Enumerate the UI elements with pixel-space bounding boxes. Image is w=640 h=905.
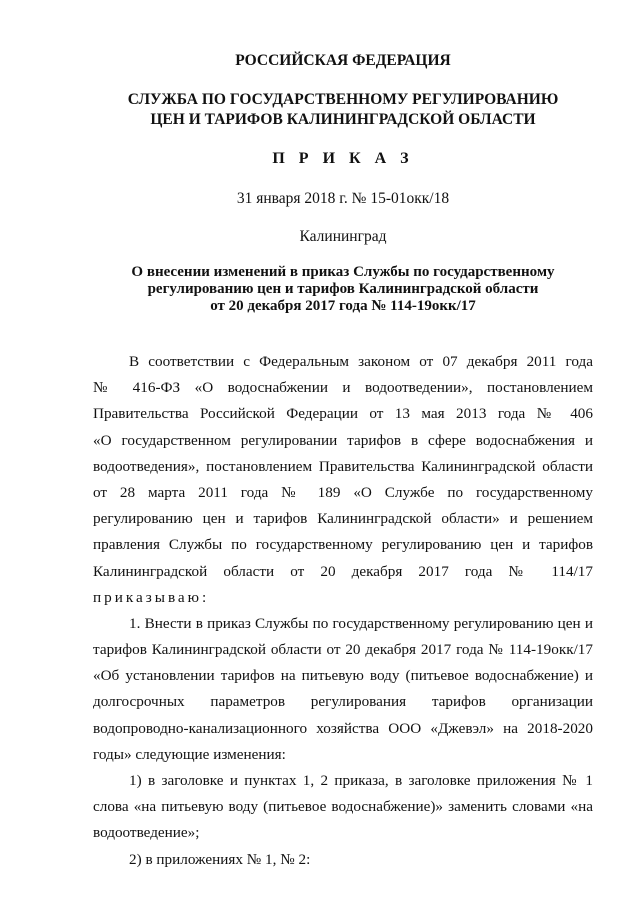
body-line-15: водопроводно-канализационного хозяйства ООО «Джевэл» на 2018-2020	[93, 719, 593, 737]
body-line-1: В соответствии с Федеральным законом от 07 декабря 2011 года	[129, 353, 593, 370]
agency-heading	[93, 90, 593, 130]
document-subject	[93, 264, 593, 315]
country-heading: РОССИЙСКАЯ ФЕДЕРАЦИЯ	[235, 52, 451, 69]
body-line-19: водоотведение»;	[93, 824, 200, 842]
document-type-heading: П Р И К А З	[272, 150, 414, 167]
body-line-5: водоотведения», постановлением Правительства Калининградской области	[93, 457, 593, 475]
body-line-13: «Об установлении тарифов на питьевую воду (питьевое водоснабжение) и	[93, 667, 593, 685]
body-line-11: 1. Внести в приказ Службы по государственному регулированию цен и	[129, 614, 593, 632]
body-line-4: «О государственном регулировании тарифов в сфере водоснабжения и	[93, 431, 593, 449]
body-line-20: 2) в приложениях № 1, № 2:	[129, 850, 311, 868]
document-body	[93, 349, 593, 873]
body-line-6: от 28 марта 2011 года № 189 «О Службе по государственному	[93, 483, 593, 501]
agency-heading-line-1: СЛУЖБА ПО ГОСУДАРСТВЕННОМУ РЕГУЛИРОВАНИЮ	[127, 91, 559, 108]
body-line-9: Калининградской области от 20 декабря 2017 года № 114/17	[93, 562, 593, 580]
body-line-2: № 416-ФЗ «О водоснабжении и водоотведении», постановлением	[93, 379, 593, 397]
body-line-12: тарифов Калининградской области от 20 декабря 2017 года № 114-19окк/17	[93, 641, 593, 659]
body-line-7: регулированию цен и тарифов Калининградской области» и решением	[93, 510, 593, 528]
body-line-17: 1) в заголовке и пунктах 1, 2 приказа, в заголовке приложения № 1	[129, 772, 593, 789]
body-line-18: слова «на питьевую воду (питьевое водоснабжение)» заменить словами «на	[93, 798, 593, 816]
agency-heading-line-2: ЦЕН И ТАРИФОВ КАЛИНИНГРАДСКОЙ ОБЛАСТИ	[150, 111, 536, 128]
subject-line-1: О внесении изменений в приказ Службы по государственному	[131, 264, 555, 280]
body-line-14: долгосрочных параметров регулирования тарифов организации	[93, 693, 593, 711]
body-line-3: Правительства Российской Федерации от 13 мая 2013 года № 406	[93, 405, 593, 423]
document-date-number: 31 января 2018 г. № 15-01окк/18	[236, 190, 450, 207]
body-line-10: приказываю:	[93, 588, 210, 606]
subject-line-2: регулированию цен и тарифов Калининградской области	[147, 281, 539, 297]
body-line-8: правления Службы по государственному регулированию цен и тарифов	[93, 536, 593, 554]
body-line-16: годы» следующие изменения:	[93, 745, 286, 763]
document-city: Калининград	[299, 228, 387, 245]
subject-line-3: от 20 декабря 2017 года № 114-19окк/17	[210, 298, 476, 314]
